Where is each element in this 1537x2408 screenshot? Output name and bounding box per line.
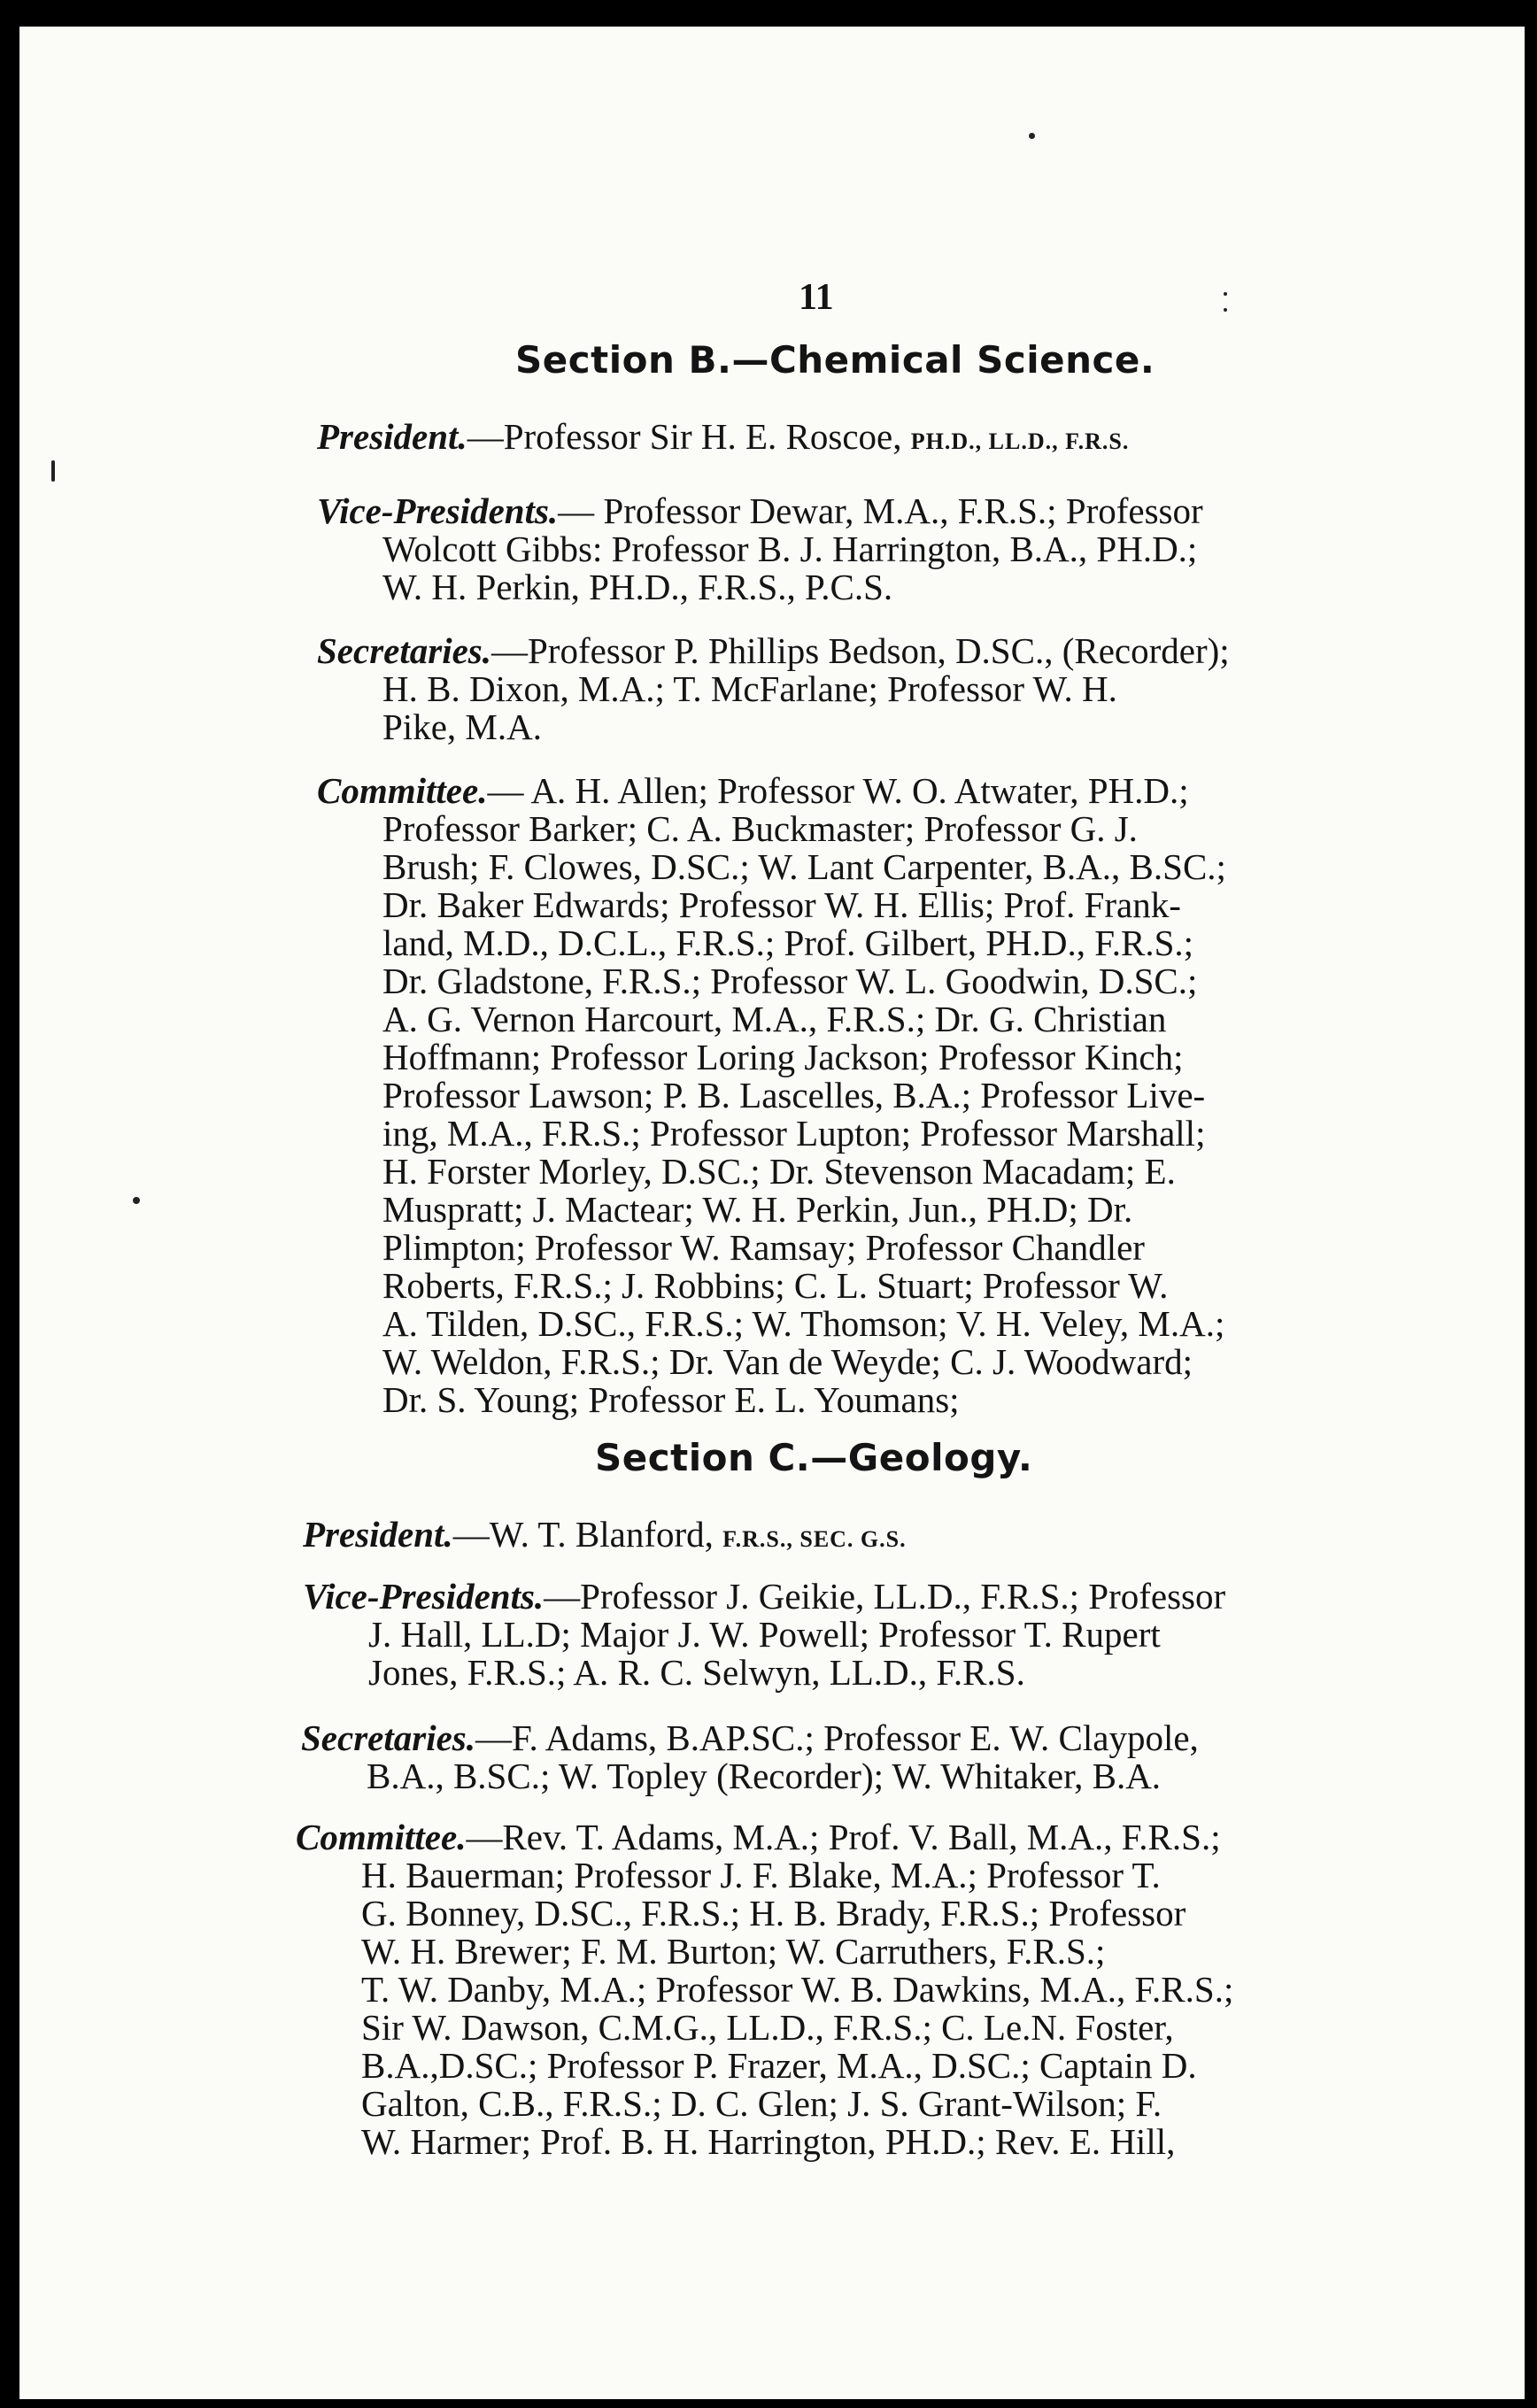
ink-speck xyxy=(1029,133,1035,139)
secretaries-label: Secretaries. xyxy=(317,630,491,671)
committee-line: Professor Barker; C. A. Buckmaster; Professor G. J. xyxy=(382,808,1138,849)
committee-label: Committee. xyxy=(296,1817,467,1857)
ink-speck xyxy=(133,1197,140,1204)
president-label: President. xyxy=(303,1514,453,1555)
committee-line: — A. H. Allen; Professor W. O. Atwater, PH.D.; xyxy=(487,770,1189,811)
document-page xyxy=(19,27,1525,2399)
committee-line: Galton, C.B., F.R.S.; D. C. Glen; J. S. Grant-Wilson; F. xyxy=(361,2083,1162,2124)
committee-line: Dr. S. Young; Professor E. L. Youmans; xyxy=(382,1379,960,1420)
vice-presidents-line: Wolcott Gibbs: Professor B. J. Harrington, B.A., PH.D.; xyxy=(382,529,1198,569)
section-c-committee xyxy=(296,1818,1270,2161)
section-b-vice-presidents xyxy=(317,492,1291,606)
president-text: —W. T. Blanford, xyxy=(452,1514,714,1555)
secretaries-line: Pike, M.A. xyxy=(382,706,542,747)
section-b-secretaries xyxy=(317,632,1291,746)
section-b-heading: Section B.—Chemical Science. xyxy=(515,338,1155,382)
vice-presidents-line: —Professor J. Geikie, LL.D., F.R.S.; Professor xyxy=(544,1576,1226,1617)
committee-line: T. W. Danby, M.A.; Professor W. B. Dawkins, M.A., F.R.S.; xyxy=(361,1969,1234,2010)
president-text: —Professor Sir H. E. Roscoe, xyxy=(467,416,902,457)
committee-line: A. G. Vernon Harcourt, M.A., F.R.S.; Dr. G. Christian xyxy=(382,999,1167,1039)
committee-line: H. Bauerman; Professor J. F. Blake, M.A.; Professor T. xyxy=(361,1855,1161,1895)
committee-line: Dr. Gladstone, F.R.S.; Professor W. L. Goodwin, D.SC.; xyxy=(382,961,1198,1001)
committee-line: A. Tilden, D.SC., F.R.S.; W. Thomson; V. H. Veley, M.A.; xyxy=(382,1303,1225,1344)
secretaries-line: H. B. Dixon, M.A.; T. McFarlane; Professor W. H. xyxy=(382,668,1117,709)
committee-line: land, M.D., D.C.L., F.R.S.; Prof. Gilbert, PH.D., F.R.S.; xyxy=(382,922,1194,963)
secretaries-label: Secretaries. xyxy=(301,1717,475,1758)
committee-line: Muspratt; J. Mactear; W. H. Perkin, Jun., PH.D; Dr. xyxy=(382,1189,1133,1230)
vice-presidents-line: W. H. Perkin, PH.D., F.R.S., P.C.S. xyxy=(382,567,893,607)
committee-line: W. Harmer; Prof. B. H. Harrington, PH.D.; Rev. E. Hill, xyxy=(361,2121,1176,2162)
committee-line: —Rev. T. Adams, M.A.; Prof. V. Ball, M.A., F.R.S.; xyxy=(466,1817,1221,1857)
secretaries-line: B.A., B.SC.; W. Topley (Recorder); W. Whitaker, B.A. xyxy=(367,1756,1162,1796)
committee-line: Plimpton; Professor W. Ramsay; Professor Chandler xyxy=(382,1227,1145,1268)
ink-speck xyxy=(51,460,55,482)
committee-line: G. Bonney, D.SC., F.R.S.; H. B. Brady, F.R.S.; Professor xyxy=(361,1893,1186,1933)
committee-line: W. Weldon, F.R.S.; Dr. Van de Weyde; C. J. Woodward; xyxy=(382,1341,1193,1382)
section-c-secretaries xyxy=(301,1719,1275,1795)
president-degrees: F.R.S., SEC. G.S. xyxy=(722,1526,907,1552)
section-c-heading: Section C.—Geology. xyxy=(595,1436,1033,1479)
section-c-vice-presidents xyxy=(303,1578,1277,1692)
section-c-president xyxy=(303,1516,1277,1558)
vice-presidents-line: — Professor Dewar, M.A., F.R.S.; Professor xyxy=(558,490,1203,531)
ink-speck xyxy=(1224,292,1227,296)
committee-line: Brush; F. Clowes, D.SC.; W. Lant Carpenter, B.A., B.SC.; xyxy=(382,846,1226,887)
secretaries-line: —F. Adams, B.AP.SC.; Professor E. W. Claypole, xyxy=(475,1717,1199,1758)
section-b-president xyxy=(317,418,1291,460)
secretaries-line: —Professor P. Phillips Bedson, D.SC., (Recorder); xyxy=(491,630,1230,671)
committee-line: Hoffmann; Professor Loring Jackson; Professor Kinch; xyxy=(382,1037,1184,1077)
committee-line: Sir W. Dawson, C.M.G., LL.D., F.R.S.; C. Le.N. Foster, xyxy=(361,2007,1174,2048)
ink-speck xyxy=(1224,308,1227,312)
section-b-committee xyxy=(317,772,1291,1419)
committee-label: Committee. xyxy=(317,770,488,811)
committee-line: Professor Lawson; P. B. Lascelles, B.A.; Professor Live- xyxy=(382,1075,1206,1115)
president-label: President. xyxy=(317,416,467,457)
committee-line: H. Forster Morley, D.SC.; Dr. Stevenson Macadam; E. xyxy=(382,1151,1176,1192)
committee-line: B.A.,D.SC.; Professor P. Frazer, M.A., D.SC.; Captain D. xyxy=(361,2045,1197,2086)
vice-presidents-line: J. Hall, LL.D; Major J. W. Powell; Professor T. Rupert xyxy=(368,1614,1161,1655)
committee-line: W. H. Brewer; F. M. Burton; W. Carruthers, F.R.S.; xyxy=(361,1931,1106,1972)
vice-presidents-label: Vice-Presidents. xyxy=(317,490,559,531)
committee-line: Dr. Baker Edwards; Professor W. H. Ellis; Prof. Frank- xyxy=(382,884,1181,925)
vice-presidents-label: Vice-Presidents. xyxy=(303,1576,545,1617)
page-number: 11 xyxy=(799,277,834,318)
committee-line: ing, M.A., F.R.S.; Professor Lupton; Professor Marshall; xyxy=(382,1113,1206,1154)
vice-presidents-line: Jones, F.R.S.; A. R. C. Selwyn, LL.D., F.R.S. xyxy=(368,1652,1025,1693)
president-degrees: PH.D., LL.D., F.R.S. xyxy=(910,428,1130,454)
committee-line: Roberts, F.R.S.; J. Robbins; C. L. Stuart; Professor W. xyxy=(382,1265,1169,1306)
